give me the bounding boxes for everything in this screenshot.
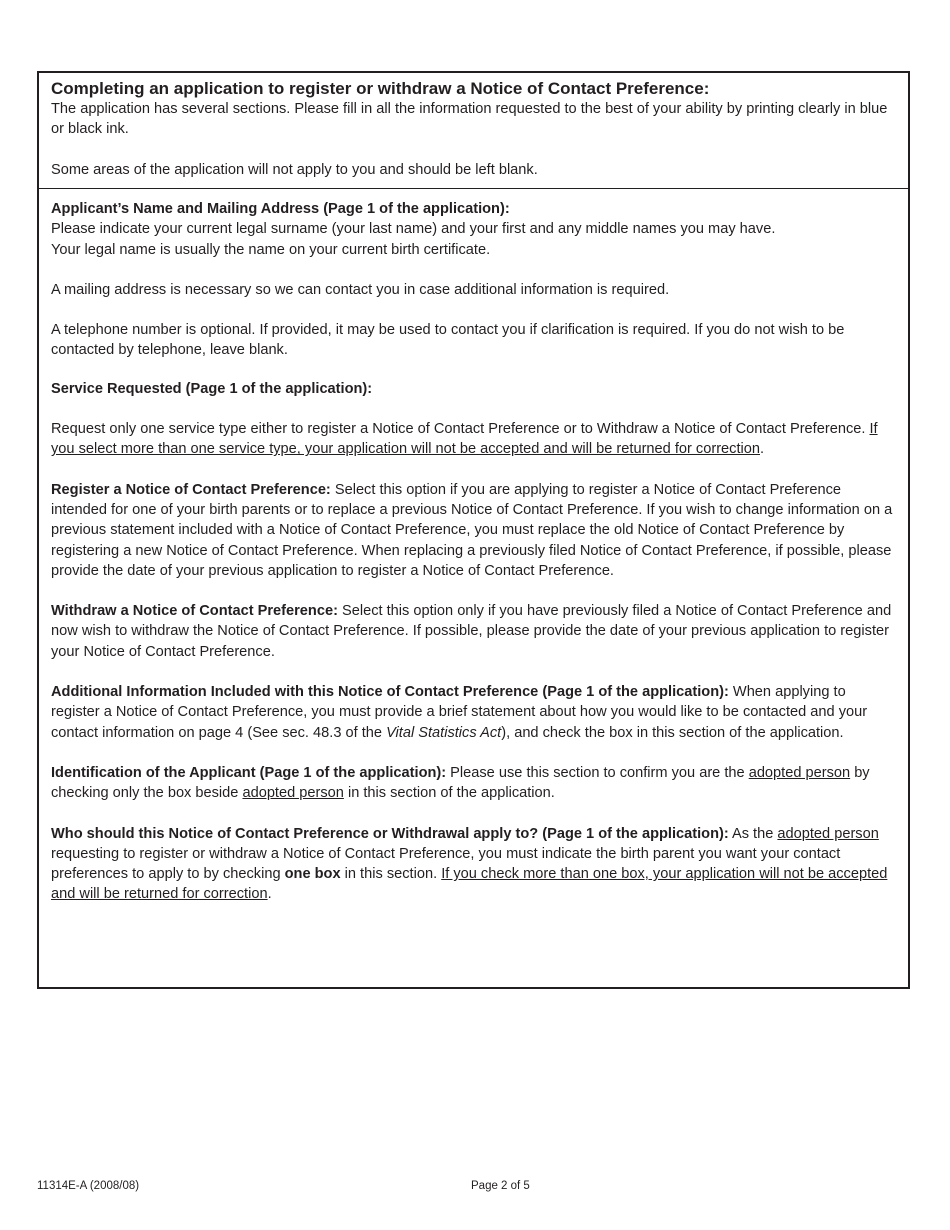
additional-info-heading: Additional Information Included with this Notice of Contact Preference (Page 1 of the application): (51, 684, 729, 701)
identification-heading: Identification of the Applicant (Page 1 of the application): (51, 764, 447, 781)
service-text: Request only one service type either to register a Notice of Contact Preference or to Withdraw a Notice of Contact Preference. (51, 421, 870, 438)
applicant-line-1: Please indicate your current legal surname (your last name) and your first and any middle names you may have. (51, 221, 776, 238)
identification-paragraph (51, 763, 896, 804)
who-applies-text: As the (728, 825, 778, 842)
identification-text: Please use this section to confirm you are the (446, 764, 749, 781)
who-applies-heading: Who should this Notice of Contact Preference or Withdrawal apply to? (Page 1 of the application): (51, 825, 729, 842)
service-heading (51, 379, 896, 399)
additional-info-text: When applying to register a Notice of Contact Preference, you must provide a brief statement about how you would like to be contacted and your contact information on page 4 (See sec. 48.3 of the (51, 684, 868, 741)
service-heading-text: Service Requested (Page 1 of the application): (51, 380, 373, 397)
details-section (39, 189, 908, 905)
withdraw-heading: Withdraw a Notice of Contact Preference: (51, 603, 338, 620)
service-warning: If you select more than one service type, your application will not be accepted and will be returned for correction (51, 421, 878, 458)
additional-info-paragraph (51, 682, 896, 743)
applicant-line-2: Your legal name is usually the name on your current birth certificate. (51, 241, 491, 258)
period: . (267, 886, 272, 903)
page-title: Completing an application to register or withdraw a Notice of Contact Preference: (51, 79, 710, 98)
intro-paragraph: The application has several sections. Please fill in all the information requested to the best of your ability by printing clearly in blue or black ink. (51, 101, 888, 138)
who-applies-text-mid: requesting to register or withdraw a Notice of Contact Preference, you must indicate the birth parent you want your contact preferences to apply to by checking (51, 845, 841, 883)
telephone-paragraph: A telephone number is optional. If provided, it may be used to contact you if clarification is required. If you do not wish to be contacted by telephone, leave blank. (51, 322, 845, 359)
page-number: Page 2 of 5 (471, 1180, 530, 1192)
who-applies-text-end: in this section. (340, 866, 442, 883)
identification-text-mid: by checking only the box beside (51, 764, 870, 802)
applicant-paragraph (51, 199, 896, 260)
withdraw-text: Select this option only if you have previously filed a Notice of Contact Preference and now wish to withdraw the Notice of Contact Preference. If possible, please provide the date of your previous application to register your Notice of Contact Preference. (51, 603, 892, 660)
who-applies-warning: If you check more than one box, your application will not be accepted and will be returned for correction (51, 866, 888, 903)
applicant-heading: Applicant’s Name and Mailing Address (Page 1 of the application): (51, 201, 510, 217)
register-text: Select this option if you are applying to register a Notice of Contact Preference intended for one of your birth parents or to replace a previous Notice of Contact Preference. If you wish to change information on a previous statement included with a Notice of Contact Preference, you must replace the old Notice of Contact Preference by registering a new Notice of Contact Preference. When replacing a previously filed Notice of Contact Preference, if possible, please provide the date of your previous application to register a Notice of Contact Preference. (51, 481, 893, 579)
mailing-address-paragraph: A mailing address is necessary so we can contact you in case additional information is required. (51, 281, 670, 298)
act-name: Vital Statistics Act (386, 724, 502, 741)
intro-note: Some areas of the application will not apply to you and should be left blank. (51, 161, 538, 178)
additional-info-text-end: ), and check the box in this section of the application. (501, 724, 844, 741)
form-number: 11314E-A (2008/08) (37, 1180, 140, 1192)
identification-text-end: in this section of the application. (343, 785, 555, 802)
adopted-person-term: adopted person (748, 764, 851, 781)
adopted-person-term: adopted person (777, 825, 879, 842)
service-paragraph (51, 419, 896, 460)
withdraw-paragraph (51, 601, 896, 662)
adopted-person-term: adopted person (242, 785, 344, 802)
register-heading: Register a Notice of Contact Preference: (51, 481, 331, 498)
intro-section (39, 73, 908, 189)
one-box-emphasis: one box (284, 866, 341, 883)
instructions-box (37, 71, 910, 989)
who-applies-paragraph (51, 824, 896, 905)
register-paragraph (51, 480, 896, 581)
period: . (760, 441, 765, 458)
